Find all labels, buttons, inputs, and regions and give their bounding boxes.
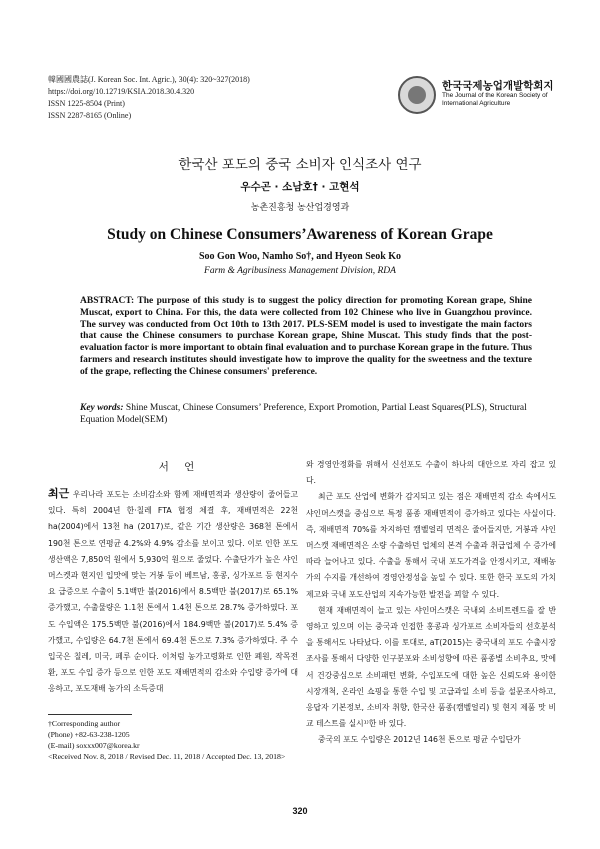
section-heading-introduction: 서 언 — [158, 461, 201, 473]
journal-header — [48, 74, 250, 122]
paragraph: 최근 포도 산업에 변화가 감지되고 있는 점은 재배면적 감소 속에서도 샤인머스캣을 중심으로 특정 품종 재배면적이 증가하고 있다는 사실이다. 즉, 재배면적 70%를 차지하던 캠벨얼리 면적은 줄어들지만, 거봉과 샤인머스캣 재배면적은 소량 수출하던 업체의 본격 수출과 취급업체 수 증가에 따라 늘어나고 있다. 수출을 통해서 국내 포도가격을 안정시키고, 재배농가의 수지를 개선하여 경영안정성을 높일 수 있다. 또한 한국 포도의 가치제고와 국내 포도산업의 지속가능한 발전을 꾀할 수 있다. — [306, 492, 556, 599]
society-name-en: The Journal of the Korean Society of International Agriculture — [442, 92, 548, 107]
affiliation-english: Farm & Agribusiness Management Division, RDA — [204, 266, 396, 276]
keywords-list: Shine Muscat, Chinese Consumers’ Preference, Export Promotion, Partial Least Squares(PLS), Structural Equation Model(SEM) — [80, 403, 527, 425]
title-korean: 한국산 포도의 중국 소비자 인식조사 연구 — [178, 157, 422, 173]
left-column — [48, 486, 298, 698]
keywords-label: Key words: — [80, 403, 124, 413]
submission-dates: <Received Nov. 8, 2018 / Revised Dec. 11, 2018 / Accepted Dec. 13, 2018> — [48, 752, 286, 761]
keywords — [80, 403, 532, 427]
paragraph: 현재 재배면적이 늘고 있는 샤인머스캣은 국내외 소비트렌드를 잘 반영하고 있으며 이는 중국과 인접한 홍콩과 싱가포르 소비자들의 선호분석을 통해서도 나타났다. 이를 토대로, aT(2015)는 중국내의 포도 수출시장 조사를 통해서 다양한 인구분포와 소비성향에 따른 품종별 소비추요, 맛에서 건강중심으로 소비패턴 변화, 수입포도에 대한 높은 신뢰도와 용이한 시장개척, 온라인 쇼핑을 통한 수입 및 고급과일 소비 등을 설문조사하고, 응답자 기본정보, 소비자 취향, 한국산 품종(캠벨얼리) 및 현지 제품 맛 비교 테스트를 실시¹⁾한 바 있다. — [306, 605, 556, 729]
issn-online: ISSN 2287-8165 (Online) — [48, 111, 132, 120]
corresponding-author: †Corresponding author — [48, 719, 121, 728]
title-english: Study on Chinese Consumers’Awareness of Korean Grape — [107, 226, 493, 243]
abstract: ABSTRACT: The purpose of this study is to suggest the policy direction for promoting Korean grape, Shine Muscat, export to China. For this, the data were collected from 102 Chinese who live in Guangzhou province. The survey was conducted from Oct 10th to 13th 2017. PLS-SEM model is used to investigate the main factors that cause the Chinese consumers to purchase Korean grape, Shine Muscat. This study finds that the post-evaluation factor is more important to obtain final evaluation and to purchase Korean grape in the future. Thus farmers and research institutes should investigate how to improve the quality for the sweetness and the texture of the grape, reflecting the Chinese consumers' preference. — [80, 296, 532, 377]
affiliation-korean: 농촌진흥청 농산업경영과 — [250, 203, 350, 213]
paragraph-text: 우리나라 포도는 소비감소와 함께 재배면적과 생산량이 줄어들고 있다. 특히 2004년 한·칠레 FTA 협정 체결 후, 재배면적은 22천 ha(2004)에서 13천 ha (2017)로, 같은 기간 생산량은 368천 톤에서 190천 톤으로 연평균 4.2%와 4.9% 감소를 보이고 있다. 이로 인한 포도 생산액은 7,850억 원에서 5,930억 원으로 줄었다. 수출단가가 높은 샤인머스켓과 현지인 입맛에 맞는 거봉 등이 베트남, 홍콩, 싱가포르 등 현지수요 급증으로 수출이 5.1백만 불(2016)에서 8.5백만 불(2017)로 65.1% 증가했고, 수출물량은 1.1천 톤에서 1.4천 톤으로 28.7% 증가하였다. 포도 수입액은 175.5백만 불(2016)에서 184.9백만 불(2017)로 5.4% 증가했고, 수입량은 64.7천 톤에서 69.4천 톤으로 7.3% 증가하였다. 주 수입국은 칠레, 미국, 페루 순이다. 이처럼 농가고령화로 인한 폐원, 작목전환, 포도 수입 증가 등으로 인한 포도 재배면적의 감소와 수입량 증가에 대응하고, 포도재배 농가의 소득증대 — [48, 490, 298, 694]
footnote-divider — [48, 714, 132, 715]
page-number: 320 — [292, 806, 308, 816]
journal-citation: 韓國國農誌(J. Korean Soc. Int. Agric.), 30(4): 320~327(2018) — [48, 75, 250, 84]
society-name-kr: 한국국제농업개발학회지 — [442, 80, 554, 92]
issn-print: ISSN 1225-8504 (Print) — [48, 99, 125, 108]
email[interactable]: (E-mail) soxxx007@korea.kr — [48, 741, 140, 750]
phone: (Phone) +82-63-238-1205 — [48, 730, 130, 739]
authors-english: Soo Gon Woo, Namho So†, and Hyeon Seok Ko — [198, 251, 402, 262]
right-column — [306, 457, 556, 749]
paragraph: 와 경영안정화를 위해서 신선포도 수출이 하나의 대안으로 자리 잡고 있다. — [306, 460, 556, 486]
footnote — [48, 718, 300, 762]
paragraph: 중국의 포도 수입량은 2012년 146천 톤으로 평균 수입단가 — [318, 735, 521, 745]
society-emblem-icon — [398, 76, 436, 114]
lead-word: 최근 — [48, 487, 70, 500]
doi-link[interactable]: https://doi.org/10.12719/KSIA.2018.30.4.320 — [48, 87, 195, 96]
society-logo — [398, 74, 558, 118]
authors-korean: 우수곤 · 소남호† · 고현석 — [240, 181, 360, 193]
paragraph — [48, 486, 298, 698]
